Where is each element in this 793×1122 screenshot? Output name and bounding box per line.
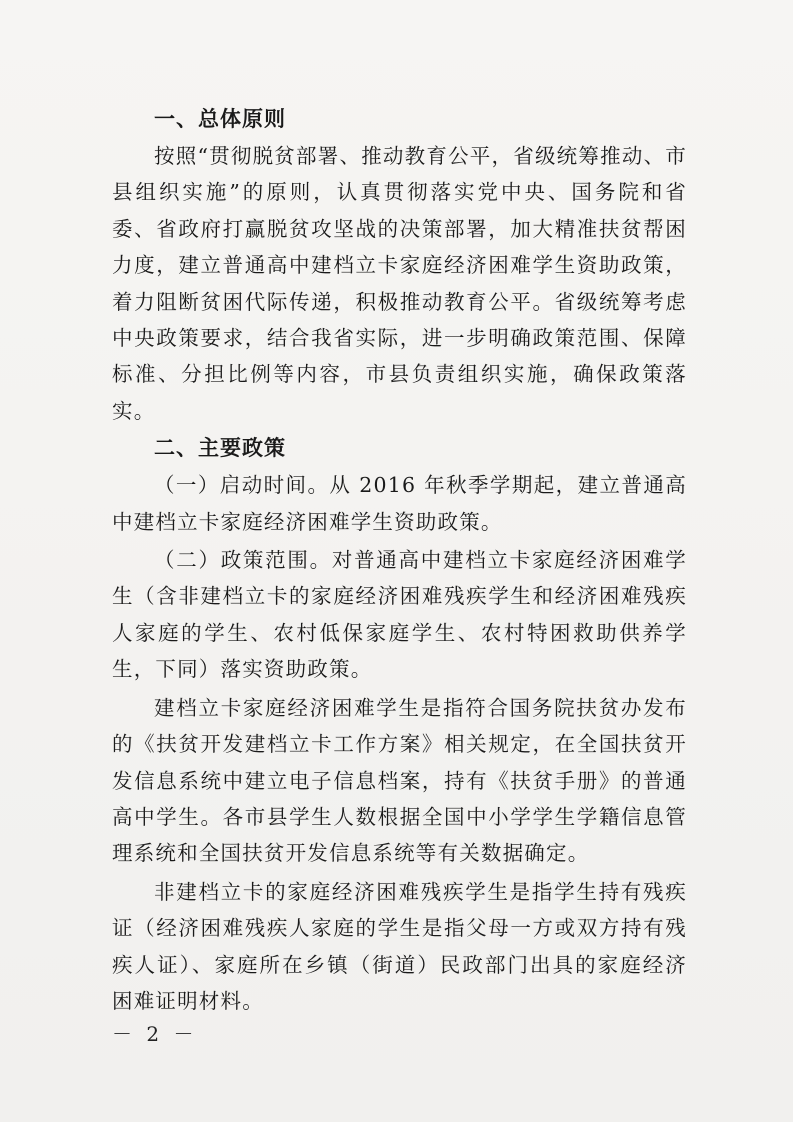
section-heading-main-policies: 二、主要政策 [154,436,286,461]
paragraph-registered-students-definition: 建档立卡家庭经济困难学生是指符合国务院扶贫办发布的《扶贫开发建档立卡工作方案》相关规定，在全国扶贫开发信息系统中建立电子信息档案，持有《扶贫手册》的普通高中学生。各市县学生人数根据全国中小学学生学籍信息管理系统和全国扶贫开发信息系统等有关数据确定。 [112,695,687,866]
page-number: － 2 － [112,1022,198,1046]
paragraph-policy-scope: （二）政策范围。对普通高中建档立卡家庭经济困难学生（含非建档立卡的家庭经济困难残疾学生和经济困难残疾人家庭的学生、农村低保家庭学生、农村特困救助供养学生，下同）落实资助政策。 [112,548,687,682]
section-heading-general-principles: 一、总体原则 [154,107,286,131]
paragraph-start-time: （一）启动时间。从 2016 年秋季学期起，建立普通高中建档立卡家庭经济困难学生资助政策。 [112,473,687,534]
paragraph-disabled-students-definition: 非建档立卡的家庭经济困难残疾学生是指学生持有残疾证（经济困难残疾人家庭的学生是指父母一方或双方持有残疾人证）、家庭所在乡镇（街道）民政部门出具的家庭经济困难证明材料。 [112,879,687,1013]
document-body [112,100,687,1019]
paragraph-general-principles: 按照“贯彻脱贫部署、推动教育公平，省级统筹推动、市县组织实施”的原则，认真贯彻落实党中央、国务院和省委、省政府打赢脱贫攻坚战的决策部署，加大精准扶贫帮困力度，建立普通高中建档立卡家庭经济困难学生资助政策，着力阻断贫困代际传递，积极推动教育公平。省级统筹考虑中央政策要求，结合我省实际，进一步明确政策范围、保障标准、分担比例等内容，市县负责组织实施，确保政策落实。 [112,144,687,423]
